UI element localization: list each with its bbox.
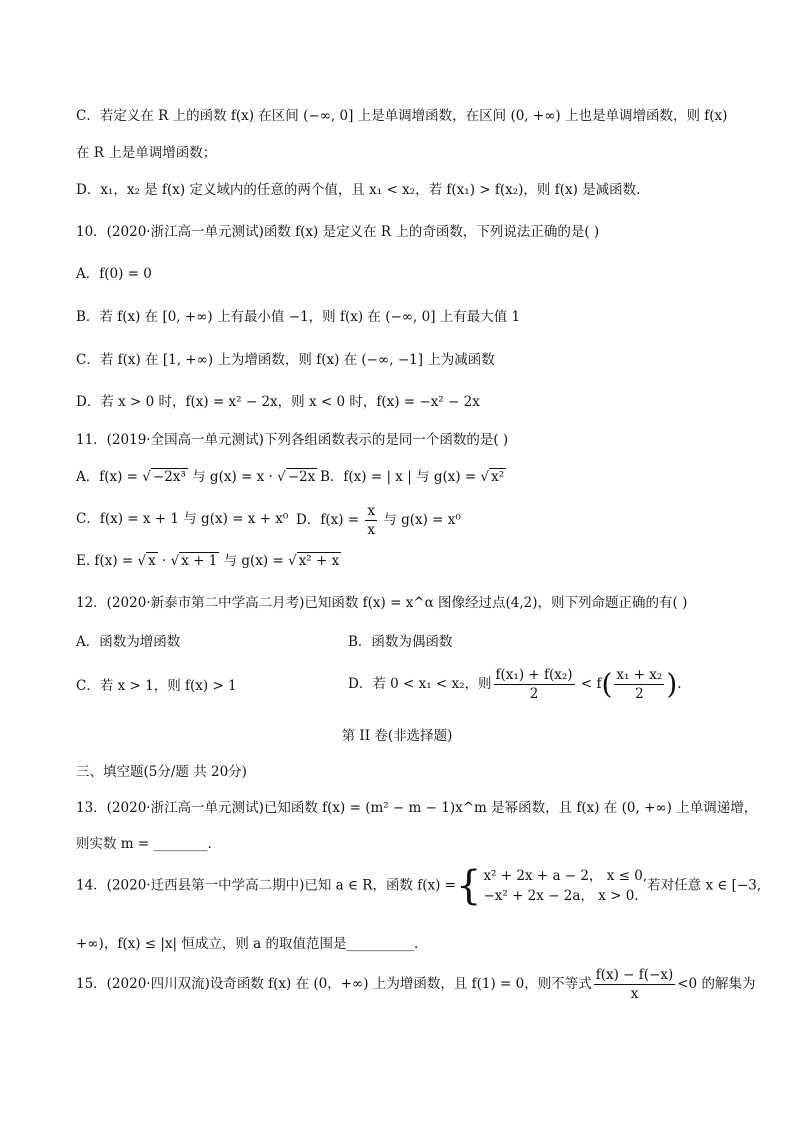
q12d-numerator-2: x₁ + x₂ bbox=[616, 667, 663, 683]
question-10-option-d: D．若 x > 0 时，f(x) = x² − 2x，则 x < 0 时，f(x) = −x² − 2x bbox=[76, 394, 480, 410]
q15-fraction bbox=[594, 966, 676, 1003]
question-13: 13．(2020·浙江高一单元测试)已知函数 f(x) = (m² − m − 1)x^m 是幂函数，且 f(x) 在 (0, +∞) 上单调递增， bbox=[76, 800, 758, 816]
question-12-option-a: A．函数为增函数 bbox=[76, 634, 181, 650]
q11d-denominator: x bbox=[367, 522, 375, 538]
q11d-numerator: x bbox=[367, 503, 375, 519]
question-12-option-d bbox=[348, 666, 682, 703]
q12d-numerator-1: f(x₁) + f(x₂) bbox=[495, 667, 573, 683]
question-12: 12．(2020·新泰市第二中学高二月考)已知函数 f(x) = x^α 图像经过点(4,2)，则下列命题正确的有( ) bbox=[76, 595, 688, 611]
q11b-radicand: x² bbox=[491, 469, 505, 485]
q12d-middle: < f bbox=[576, 676, 602, 692]
q12d-fraction-1 bbox=[494, 666, 575, 703]
question-11-option-c: C．f(x) = x + 1 与 g(x) = x + x⁰ bbox=[76, 511, 289, 527]
q15-denominator: x bbox=[630, 986, 639, 1002]
right-paren: ) bbox=[666, 667, 678, 701]
brace: { bbox=[455, 863, 482, 909]
question-10-option-b: B．若 f(x) 在 [0, +∞) 上有最小值 −1，则 f(x) 在 (−∞, 0] 上有最大值 1 bbox=[76, 309, 521, 325]
q11e-radicand-2: x + 1 bbox=[181, 553, 218, 569]
question-11: 11．(2019·全国高一单元测试)下列各组函数表示的是同一个函数的是( ) bbox=[76, 432, 509, 448]
q11a-radicand-1: −2x³ bbox=[152, 469, 186, 485]
question-11-option-a: A．f(x) = √ −2x³ 与 g(x) = x · √ −2x bbox=[76, 469, 316, 485]
question-11-option-e: E. f(x) = √ x · √ x + 1 与 g(x) = √ x² + x bbox=[76, 553, 340, 569]
question-13-cont: 则实数 m = ________. bbox=[76, 836, 212, 852]
q11b-text: B．f(x) = | x | 与 g(x) = bbox=[320, 469, 481, 485]
option-d-text: D．x₁，x₂ 是 f(x) 定义域内的任意的两个值，且 x₁ < x₂，若 f(x₁) > f(x₂)，则 f(x) 是减函数. bbox=[76, 182, 641, 198]
left-paren: ( bbox=[601, 667, 613, 701]
question-10-option-c: C．若 f(x) 在 [1, +∞) 上为增函数，则 f(x) 在 (−∞, −1] 上为减函数 bbox=[76, 352, 495, 368]
q11e-middle: · bbox=[157, 553, 171, 569]
q15-suffix: <0 的解集为 bbox=[677, 976, 756, 992]
question-12-option-b: B．函数为偶函数 bbox=[348, 634, 453, 650]
part-2-heading: 第 II 卷(非选择题) bbox=[341, 728, 453, 744]
q11e-middle-2: 与 g(x) = bbox=[219, 553, 289, 569]
q11e-radicand-3: x² + x bbox=[298, 553, 340, 569]
q14-case-2: −x² + 2x − 2a， x > 0. bbox=[483, 888, 639, 904]
q11e-radicand-1: x bbox=[148, 553, 156, 569]
question-14 bbox=[76, 863, 762, 909]
q11a-radicand-2: −2x bbox=[287, 469, 316, 485]
q14-suffix: 若对任意 x ∈ [−3, bbox=[647, 877, 762, 894]
q12d-fraction-2 bbox=[614, 666, 664, 703]
q15-prefix: 15．(2020·四川双流)设奇函数 f(x) 在 (0，+∞) 上为增函数，且 f(1) = 0，则不等式 bbox=[76, 976, 592, 992]
q15-numerator: f(x) − f(−x) bbox=[595, 967, 674, 983]
q14-case-1: x² + 2x + a − 2， x ≤ 0, bbox=[483, 868, 648, 884]
question-11-option-d bbox=[296, 502, 461, 539]
q11d-prefix: D．f(x) = bbox=[296, 512, 364, 528]
question-14-cont: +∞)，f(x) ≤ |x| 恒成立，则 a 的取值范围是__________. bbox=[76, 936, 419, 952]
option-c-text-cont: 在 R 上是单调增函数； bbox=[76, 145, 217, 161]
question-10-option-a: A．f(0) = 0 bbox=[76, 266, 152, 282]
q11d-suffix: 与 g(x) = x⁰ bbox=[379, 512, 461, 528]
question-12-option-c: C．若 x > 1，则 f(x) > 1 bbox=[76, 678, 237, 694]
q11a-middle: 与 g(x) = x · bbox=[187, 469, 278, 485]
q12d-end: . bbox=[677, 676, 682, 692]
q14-cases bbox=[483, 866, 647, 906]
option-c-text: C．若定义在 R 上的函数 f(x) 在区间 (−∞, 0] 上是单调增函数，在区间 (0, +∞) 上也是单调增函数，则 f(x) bbox=[76, 108, 728, 124]
q11d-fraction bbox=[365, 502, 377, 539]
q12d-prefix: D．若 0 < x₁ < x₂，则 bbox=[348, 676, 492, 692]
q14-prefix: 14．(2020·迁西县第一中学高二期中)已知 a ∈ R，函数 f(x) = bbox=[76, 877, 456, 894]
question-10: 10．(2020·浙江高一单元测试)函数 f(x) 是定义在 R 上的奇函数，下列说法正确的是( ) bbox=[76, 224, 600, 240]
q12d-denominator-1: 2 bbox=[529, 686, 539, 702]
q12d-denominator-2: 2 bbox=[635, 686, 644, 702]
q11e-prefix: E. f(x) = bbox=[76, 553, 138, 569]
section-3-heading: 三、填空题(5分/题 共 20分) bbox=[76, 764, 247, 780]
question-15 bbox=[76, 966, 755, 1003]
question-11-option-b: B．f(x) = | x | 与 g(x) = √ x² bbox=[320, 469, 505, 485]
q11a-prefix: A．f(x) = bbox=[76, 469, 143, 485]
